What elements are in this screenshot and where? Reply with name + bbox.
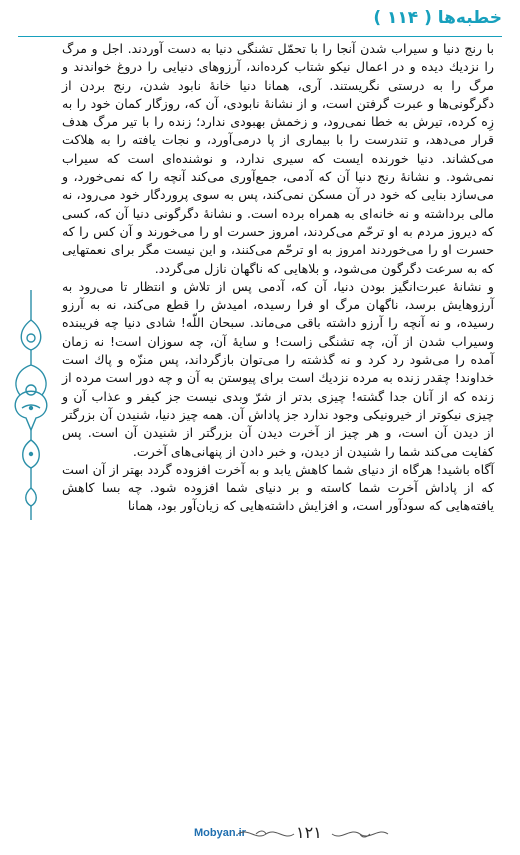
paragraph: با رنج دنيا و سيراب شدن آنجا را با تحمّل تشنگى دنيا به دست آوردند. اجل و مرگ را نزديك ديده و در اعمال نيكو شتاب كرده‌اند، آرزوهاى دنيايى را دروغ خواندند و مرگ را به درستى نگريستند. آرى، همانا دنيا خانۀ نابود شدن، رنج بردن از دگرگونى‌ها و عبرت گرفتن است، و از نشانۀ نابودى، آن كه، روزگار كمان خود را به زِه كرده، تيرش به خطا نمى‌رود، و زخمش بهبودى ندارد؛ زنده را با تير مرگ هدف قرار مى‌دهد، و تندرست را با بيمارى از پا درمى‌آورد، و نجات يافته را به هلاكت مى‌كشاند. دنيا خورنده ايست كه سيرى ندارد، و نوشنده‌اى است كه سيراب نمى‌شود. و نشانۀ رنج دنيا آن كه آدمى، جمع‌آورى مى‌كند آنچه را كه نمى‌خورد، و مى‌سازد بنايى كه خود در آن مسكن نمى‌كند، پس به سوى پروردگار خود مى‌رود، نه مالى برداشته و نه خانه‌اى به همراه برده است. و نشانۀ دگرگونى دنيا آن كه، كسى كه ديروز مردم به او ترحّم مى‌كردند، امروز حسرت او را مى‌خورند و آن كس را كه حسرت او را مى‌خوردند امروز به او ترحّم مى‌كنند، و اين نيست مگر براى نعمتهايى كه به سرعت دگرگون مى‌شود، و بلاهايى كه ناگهان نازل مى‌گردد. — [62, 41, 494, 276]
page-footer — [0, 821, 520, 847]
decorative-flourish-icon — [8, 290, 54, 520]
chapter-title: خطبه‌ها ( ۱۱۴ ) — [373, 8, 502, 28]
body-text — [62, 40, 494, 516]
page-number: ۱۲۱ — [296, 823, 322, 842]
decorative-swirl-icon — [330, 825, 390, 843]
decorative-swirl-icon — [236, 825, 296, 843]
page-header — [18, 8, 502, 34]
paragraph: آگاه باشيد! هرگاه از دنياى شما كاهش يابد و به آخرت افزوده گردد بهتر از آن است كه از پاداش آخرت شما كاسته و بر دنياى شما افزوده شود. چه بسا كاهش يافته‌هايى كه سودآور است، و افزايش داشته‌هايى كه زيان‌آور بود، همانا — [62, 461, 494, 514]
paragraph: و نشانۀ عبرت‌انگيز بودن دنيا، آن كه، آدمى پس از تلاش و انتظار تا مى‌رود به آرزوهايش برسد، ناگهان مرگ او فرا رسيده، اميدش را قطع مى‌كند، نه به آرزو رسيده، و نه آنچه را آرزو داشته باقى مى‌ماند. سبحان اللّه! شادى دنيا چه فريبنده وسيراب شدن از آن، چه تشنگى زاست! و سايۀ آن، چه سوزان است! نه زمان آمده را مى‌شود رد كرد و نه گذشته را مى‌توان بازگرداند، پس منزّه و پاك است خداوند! چقدر زنده به مرده نزديك است براى پيوستن به آن و چه دور است مرده از زنده كه از آنان جدا گشته! چيزى بدتر از شرّ وبدى نيست جز كيفر و عذاب آن و چيزى نيكوتر از خيرونيكى وجود ندارد جز پاداش آن. همه چيز دنيا، شنيدن آن بزرگتر از ديدن آن است، و هر چيز از آخرت ديدن آن بزرگتر از شنيدن آن است. پس كفايت مى‌كند شما را شنيدن از ديدن، و خبر دادن از پنهانى‌هاى آخرت. — [62, 278, 494, 459]
header-divider — [18, 36, 502, 37]
site-watermark: Mobyan.ir — [194, 827, 246, 839]
